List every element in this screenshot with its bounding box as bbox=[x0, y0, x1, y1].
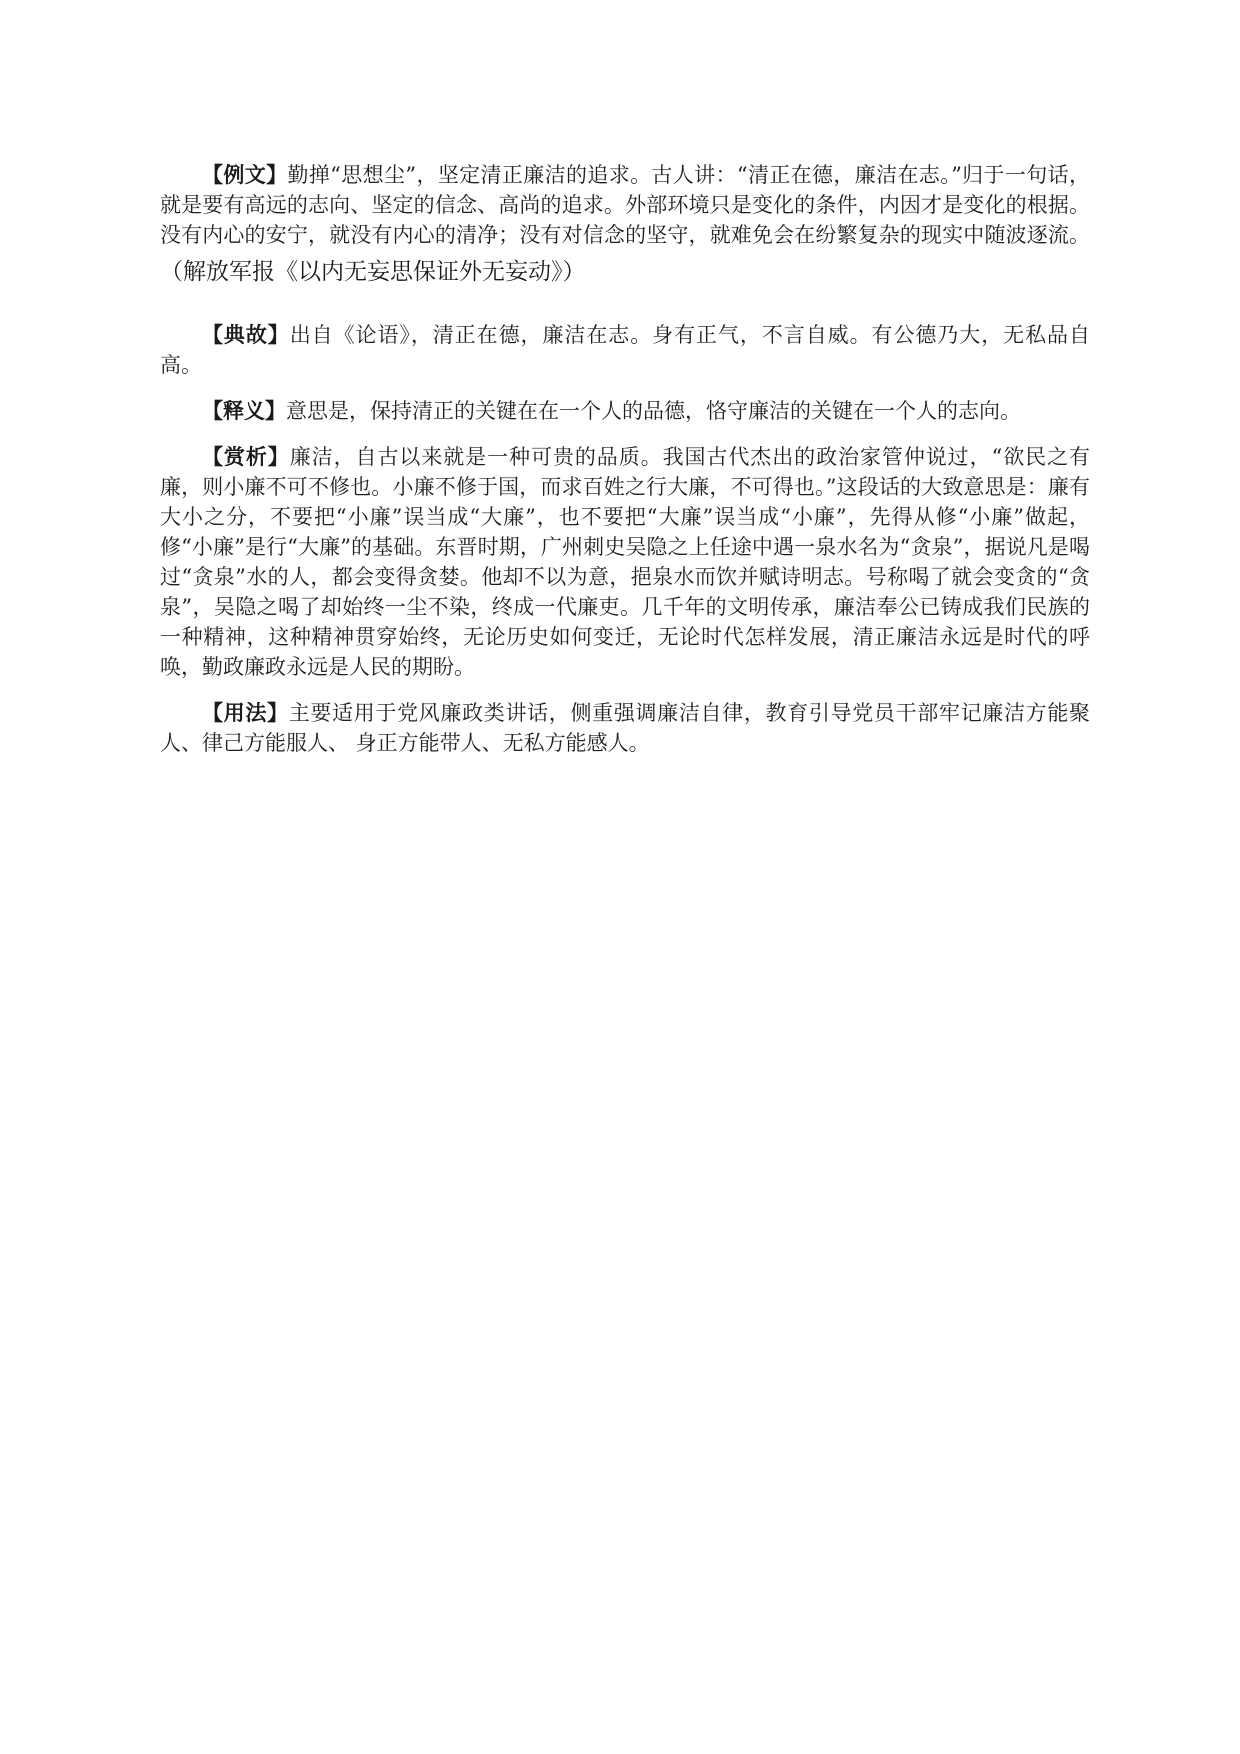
example-paragraph bbox=[160, 160, 1090, 294]
allusion-paragraph bbox=[160, 320, 1090, 380]
allusion-text: 出自《论语》，清正在德，廉洁在志。身有正气，不言自威。有公德乃大，无私品自高。 bbox=[160, 323, 1090, 377]
analysis-tag: 【赏析】 bbox=[202, 445, 290, 469]
analysis-text: 廉洁，自古以来就是一种可贵的品质。我国古代杰出的政治家管仲说过，“欲民之有廉，则小廉不可不修也。小廉不修于国，而求百姓之行大廉，不可得也。”这段话的大致意思是：廉有大小之分，不要把“小廉”误当成“大廉”，也不要把“大廉”误当成“小廉”，先得从修“小廉”做起，修“小廉”是行“大廉”的基础。东晋时期，广州刺史吴隐之上任途中遇一泉水名为“贪泉”，据说凡是喝过“贪泉”水的人，都会变得贪婪。他却不以为意，挹泉水而饮并赋诗明志。号称喝了就会变贪的“贪泉”，吴隐之喝了却始终一尘不染，终成一代廉吏。几千年的文明传承，廉洁奉公已铸成我们民族的一种精神，这种精神贯穿始终，无论历史如何变迁，无论时代怎样发展，清正廉洁永远是时代的呼唤，勤政廉政永远是人民的期盼。 bbox=[160, 445, 1091, 679]
meaning-text: 意思是，保持清正的关键在在一个人的品德，恪守廉洁的关键在一个人的志向。 bbox=[286, 399, 1021, 423]
example-tag: 【例文】 bbox=[202, 163, 288, 187]
example-source: （解放军报《以内无妄思保证外无妄动》） bbox=[160, 259, 586, 285]
example-text: 勤掸“思想尘”，坚定清正廉洁的追求。古人讲：“清正在德，廉洁在志。”归于一句话，就是要有高远的志向、坚定的信念、高尚的追求。外部环境只是变化的条件，内因才是变化的根据。没有内心的安宁，就没有内心的清净；没有对信念的坚守，就难免会在纷繁复杂的现实中随波逐流。 bbox=[160, 163, 1090, 247]
allusion-tag: 【典故】 bbox=[202, 323, 290, 347]
usage-tag: 【用法】 bbox=[202, 701, 289, 725]
meaning-paragraph bbox=[160, 396, 1090, 426]
analysis-paragraph bbox=[160, 442, 1090, 682]
usage-paragraph bbox=[160, 698, 1090, 758]
usage-text: 主要适用于党风廉政类讲话，侧重强调廉洁自律，教育引导党员干部牢记廉洁方能聚人、律己方能服人、 身正方能带人、无私方能感人。 bbox=[160, 701, 1090, 755]
meaning-tag: 【释义】 bbox=[202, 399, 286, 423]
document-page bbox=[160, 160, 1090, 774]
